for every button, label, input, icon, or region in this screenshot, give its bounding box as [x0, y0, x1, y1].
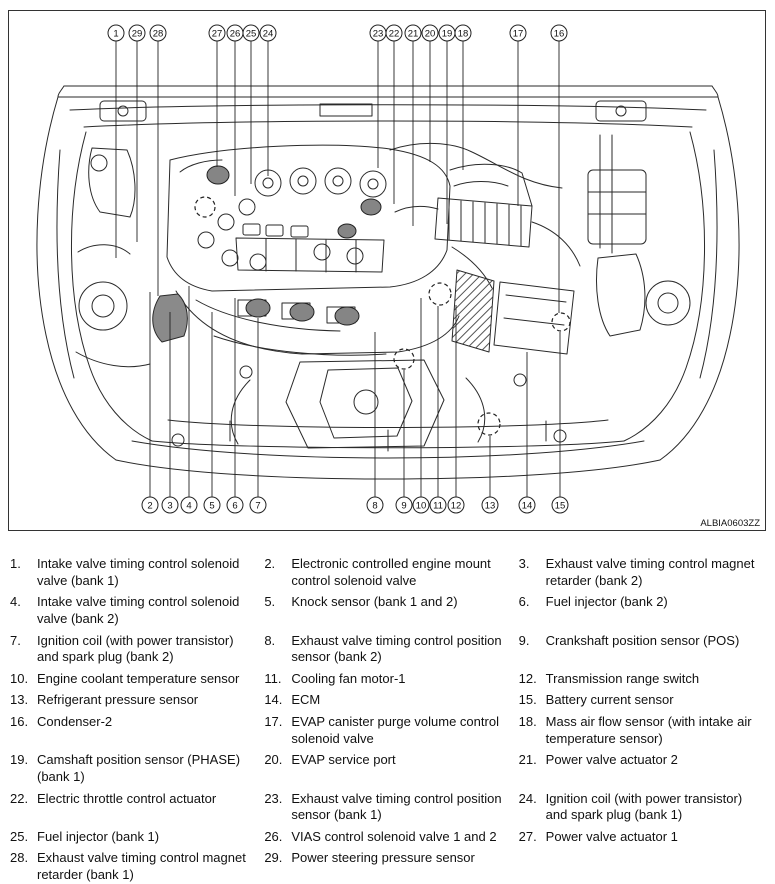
callout-number-7: 7 — [255, 500, 261, 512]
legend-item-text: Camshaft position sensor (PHASE) (bank 1) — [37, 752, 241, 784]
legend-item-number: 5. — [264, 594, 276, 610]
callout-number-14: 14 — [521, 500, 533, 512]
legend-item-number: 12. — [518, 670, 537, 686]
callout-number-27: 27 — [211, 28, 223, 40]
legend-item — [519, 556, 769, 589]
legend-item-text: Power valve actuator 2 — [545, 752, 678, 768]
legend-item-text: Refrigerant pressure sensor — [37, 692, 199, 708]
callout-number-9: 9 — [401, 500, 407, 512]
callout-number-8: 8 — [372, 500, 378, 512]
legend-item — [264, 829, 514, 846]
legend-item — [10, 633, 260, 666]
legend-item-number: 3. — [518, 556, 530, 571]
legend-item-text: Electronic controlled engine mount control solenoid valve — [291, 556, 491, 588]
legend-item — [264, 594, 514, 627]
callout-number-26: 26 — [229, 28, 241, 40]
legend-item-text: Knock sensor (bank 1 and 2) — [291, 594, 458, 610]
legend-item — [519, 633, 769, 666]
legend-item — [10, 791, 260, 824]
legend-item — [10, 829, 260, 846]
legend-item-number: 9. — [518, 632, 530, 648]
sensor-part — [338, 224, 356, 238]
callout-number-5: 5 — [209, 500, 215, 512]
legend-item — [10, 714, 260, 747]
callout-number-28: 28 — [152, 28, 164, 40]
legend-item-text: Power steering pressure sensor — [291, 850, 475, 866]
legend-item — [264, 752, 514, 785]
callout-number-2: 2 — [147, 500, 153, 512]
legend-item-number: 15. — [518, 692, 537, 708]
legend-item-number: 19. — [10, 752, 29, 768]
ignition-coil-part — [290, 303, 314, 321]
legend-item — [10, 752, 260, 785]
legend-item-text: Fuel injector (bank 1) — [37, 828, 160, 844]
legend-item — [10, 850, 260, 883]
legend-item-number: 14. — [264, 692, 283, 708]
legend-item-text: Mass air flow sensor (with intake air temperature sensor) — [545, 714, 752, 746]
legend-item-number: 23. — [264, 790, 283, 806]
legend-item-text: Electric throttle control actuator — [37, 790, 217, 806]
legend-item — [10, 594, 260, 627]
legend-item-text: Intake valve timing control solenoid valve (bank 1) — [37, 556, 240, 588]
legend-item — [519, 829, 769, 846]
legend-item-text: Ignition coil (with power transistor) and spark plug (bank 2) — [37, 632, 234, 665]
ignition-coil-part — [335, 307, 359, 325]
legend-item-number: 16. — [10, 714, 29, 729]
legend-item — [519, 594, 769, 627]
legend-item — [519, 752, 769, 785]
legend-item-text: EVAP canister purge volume control solenoid valve — [291, 714, 499, 746]
legend-item-text: Fuel injector (bank 2) — [545, 594, 668, 610]
legend-item-number: 20. — [264, 752, 283, 768]
legend-item — [10, 671, 260, 688]
legend-item-number: 26. — [264, 828, 283, 844]
legend-item-text: Engine coolant temperature sensor — [37, 670, 240, 686]
legend-item — [519, 692, 769, 709]
callout-number-11: 11 — [433, 500, 443, 512]
legend-item-number: 25. — [10, 828, 29, 844]
callout-number-1: 1 — [113, 28, 119, 40]
legend-item-number: 8. — [264, 632, 276, 648]
legend-item-text: EVAP service port — [291, 752, 396, 768]
legend-item — [264, 791, 514, 824]
legend-item — [264, 714, 514, 747]
legend-item-text: Exhaust valve timing control magnet retarder (bank 1) — [37, 850, 246, 882]
diagram-border — [9, 11, 766, 531]
legend-item-number: 28. — [10, 850, 29, 866]
legend-item — [264, 633, 514, 666]
legend-item-number: 2. — [264, 556, 276, 571]
legend-item-text: Exhaust valve timing control magnet retarder (bank 2) — [545, 556, 755, 588]
legend-item-number: 24. — [518, 790, 537, 806]
callout-number-13: 13 — [484, 500, 496, 512]
power-valve-actuator-1-part — [207, 166, 229, 184]
legend-item-text: Crankshaft position sensor (POS) — [545, 632, 740, 648]
legend-item-number: 6. — [518, 594, 530, 610]
legend-item — [519, 671, 769, 688]
legend-item — [519, 714, 769, 747]
throttle-actuator-part — [361, 199, 381, 215]
callout-number-15: 15 — [554, 500, 566, 512]
legend-item-text: Transmission range switch — [545, 670, 700, 686]
ignition-coil-part — [246, 299, 270, 317]
legend-item-text: Ignition coil (with power transistor) and spark plug (bank 1) — [545, 790, 743, 823]
callout-number-22: 22 — [388, 28, 400, 40]
legend-item — [264, 671, 514, 688]
legend-item — [264, 692, 514, 709]
legend-item-text: Intake valve timing control solenoid valve (bank 2) — [37, 594, 240, 626]
legend-item-number: 7. — [10, 632, 21, 648]
legend-item-text: VIAS control solenoid valve 1 and 2 — [291, 828, 497, 844]
callout-number-20: 20 — [424, 28, 436, 40]
callout-number-29: 29 — [131, 28, 143, 40]
callout-number-6: 6 — [232, 500, 238, 512]
callout-number-21: 21 — [407, 28, 419, 40]
legend-item-number: 18. — [518, 714, 537, 729]
legend-item-text: Condenser-2 — [37, 714, 113, 729]
legend-item-number: 4. — [10, 594, 21, 610]
legend-item-text: Power valve actuator 1 — [545, 828, 678, 844]
callout-number-23: 23 — [372, 28, 384, 40]
legend-item-number: 1. — [10, 556, 21, 571]
callout-number-24: 24 — [262, 28, 274, 40]
legend-item-number: 11. — [264, 670, 282, 686]
legend-item-number: 29. — [264, 850, 283, 866]
legend-item-number: 22. — [10, 790, 29, 806]
legend-item-number: 10. — [10, 670, 29, 686]
legend — [10, 556, 769, 884]
callout-number-12: 12 — [450, 500, 462, 512]
callout-number-19: 19 — [441, 28, 453, 40]
legend-item — [519, 791, 769, 824]
callout-number-18: 18 — [457, 28, 469, 40]
legend-item-number: 27. — [518, 828, 537, 844]
legend-item — [264, 556, 514, 589]
callout-number-25: 25 — [245, 28, 257, 40]
callout-number-16: 16 — [553, 28, 565, 40]
legend-item-number: 17. — [264, 714, 283, 729]
legend-item-number: 21. — [518, 752, 537, 768]
legend-item-text: Battery current sensor — [545, 692, 674, 708]
legend-item-text: ECM — [291, 692, 321, 708]
callout-number-10: 10 — [415, 500, 427, 512]
legend-item — [10, 556, 260, 589]
legend-item-text: Cooling fan motor-1 — [291, 670, 406, 686]
legend-item-text: Exhaust valve timing control position sensor (bank 1) — [291, 790, 502, 823]
callout-number-3: 3 — [167, 500, 173, 512]
legend-item-text: Exhaust valve timing control position sensor (bank 2) — [291, 632, 502, 665]
legend-item — [264, 850, 514, 883]
figure-id: ALBIA0603ZZ — [700, 518, 760, 529]
legend-item — [10, 692, 260, 709]
callout-number-17: 17 — [512, 28, 524, 40]
legend-item-number: 13. — [10, 692, 29, 708]
callout-number-4: 4 — [186, 500, 192, 512]
